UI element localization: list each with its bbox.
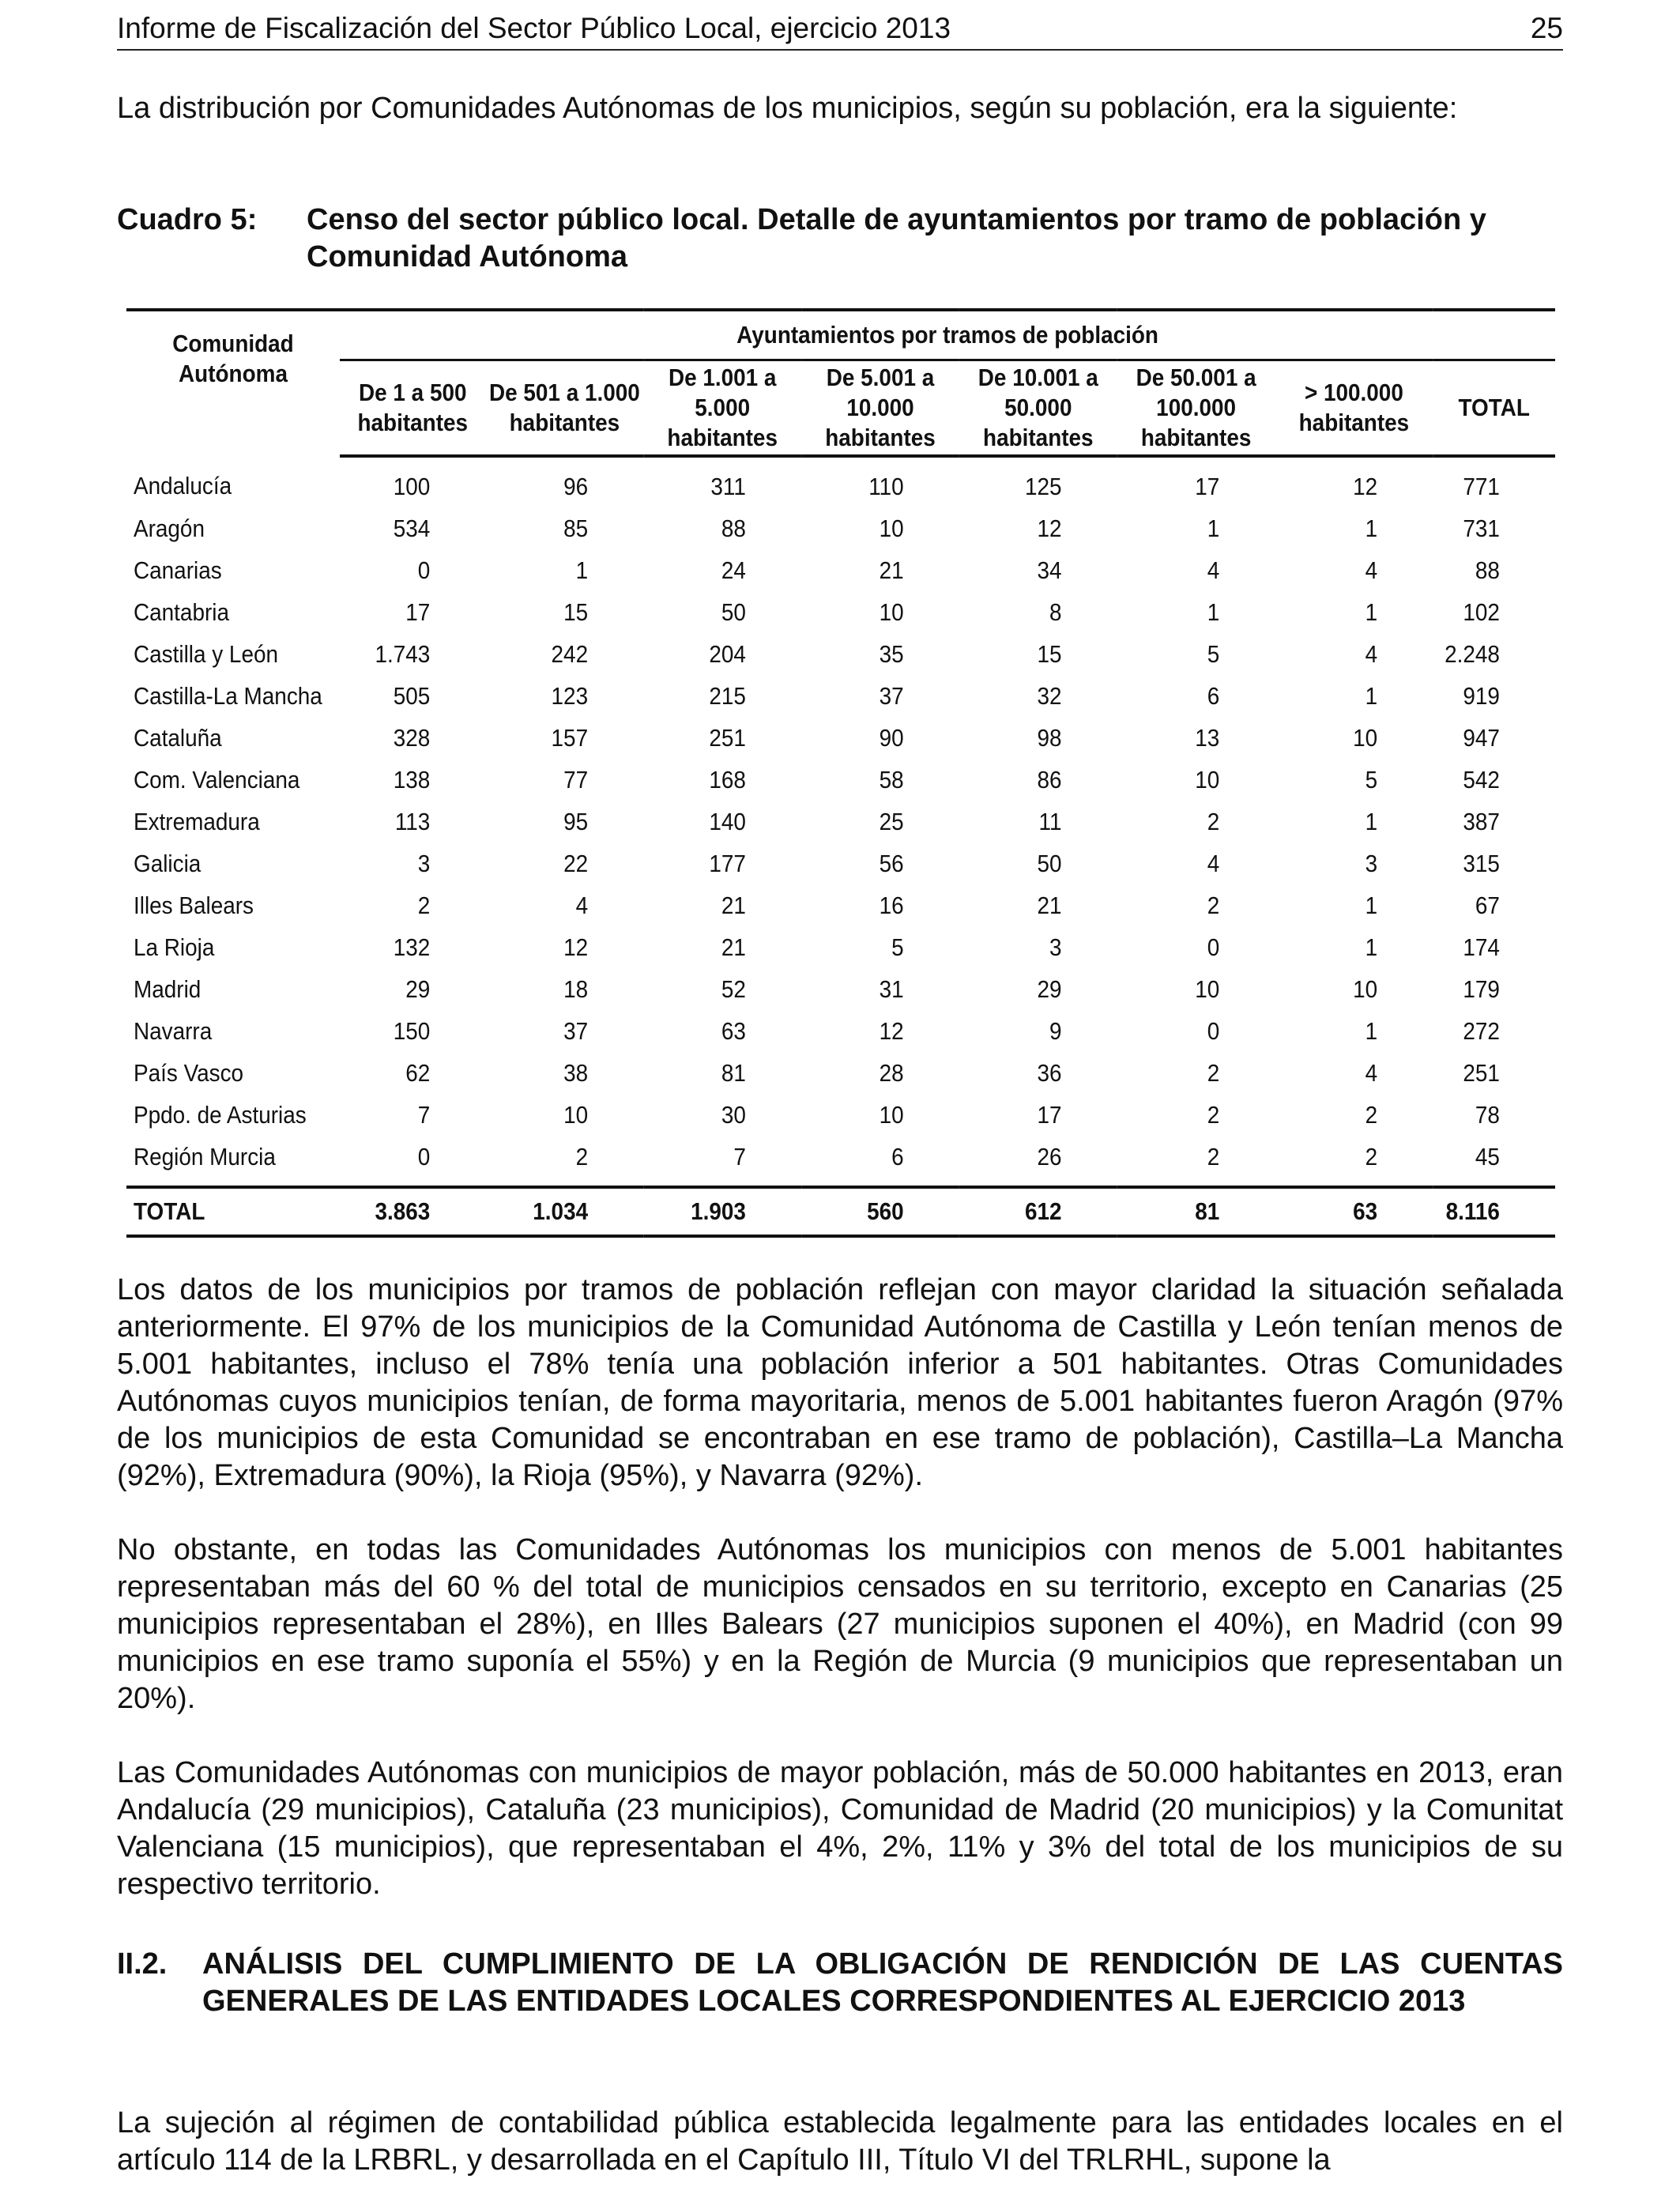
table-cell: 132 [393,933,431,961]
row-name: Ppdo. de Asturias [134,1101,307,1129]
group-header: Ayuntamientos por tramos de población [340,310,1555,360]
table-cell: 1 [575,556,589,584]
column-header: De 50.001 a 100.000 habitantes [1117,360,1275,457]
table-cell: 3 [1365,850,1378,877]
table-cell: 15 [563,598,589,626]
column-header: De 5.001 a 10.000 habitantes [801,360,959,457]
table-cell: 138 [393,766,431,794]
table-row [126,926,1555,968]
paragraph-2: No obstante, en todas las Comunidades Autónomas los municipios con menos de 5.001 habitantes representaban más del 60 % del total de municipios censados en su territorio, excepto en Canarias (25 municipios representaban el 28%), en Illes Balears (27 municipios suponen el 40%), en Madrid (con 99 municipios en ese tramo suponía el 55%) y en la Región de Murcia (9 municipios que representaban un 20%). [117,1533,1563,1715]
table-cell: 7 [733,1143,746,1171]
table-cell: 78 [1475,1101,1500,1129]
row-name: Galicia [134,850,202,877]
total-cell: 3.863 [340,1187,486,1236]
table-cell: 4 [575,892,589,919]
table-cell: 38 [563,1059,589,1087]
total-cell: 81 [1117,1187,1275,1236]
table-cell: 21 [721,933,746,961]
table-cell: 11 [1038,808,1062,835]
running-header [117,8,1563,51]
table-cell: 5 [1365,766,1378,794]
row-name: Canarias [134,556,222,584]
table-cell: 10 [1195,766,1220,794]
column-header: De 10.001 a 50.000 habitantes [959,360,1117,457]
table-cell: 5 [1207,640,1220,668]
table-cell: 58 [879,766,904,794]
table-cell: 102 [1463,598,1500,626]
table-row [126,1094,1555,1136]
table-cell: 96 [563,473,589,500]
table-cell: 3 [1049,933,1062,961]
row-name: Castilla y León [134,640,279,668]
table-cell: 31 [879,975,904,1003]
table-cell: 505 [393,682,431,710]
table-cell: 0 [1207,933,1220,961]
table-cell: 34 [1037,556,1062,584]
column-header-row [126,360,1555,457]
table-cell: 22 [563,850,589,877]
table-cell: 25 [879,808,904,835]
total-cell: 612 [959,1187,1117,1236]
table-cell: 2.248 [1445,640,1500,668]
total-label: TOTAL [126,1187,340,1236]
census-table [126,308,1555,1238]
table-cell: 1 [1365,1017,1378,1045]
table-cell: 0 [417,1143,431,1171]
table-cell: 4 [1365,1059,1378,1087]
section-number: II.2. [117,1947,168,1981]
row-name: Aragón [134,515,205,542]
table-cell: 26 [1037,1143,1062,1171]
table-cell: 123 [551,682,589,710]
table-cell: 3 [417,850,431,877]
table-cell: 10 [879,515,904,542]
table-cell: 17 [1037,1101,1062,1129]
table-cell: 67 [1475,892,1500,919]
table-cell: 12 [563,933,589,961]
table-row [126,843,1555,884]
table-cell: 36 [1037,1059,1062,1087]
table-cell: 1 [1207,515,1220,542]
row-name: La Rioja [134,933,215,961]
table-cell: 150 [393,1017,431,1045]
column-header: > 100.000 habitantes [1275,360,1433,457]
table-cell: 1 [1365,933,1378,961]
table-cell: 63 [721,1017,746,1045]
table-cell: 125 [1024,473,1062,500]
table-cell: 311 [710,473,746,500]
table-row [126,884,1555,926]
table-cell: 1 [1365,515,1378,542]
table-cell: 1 [1207,598,1220,626]
table-cell: 387 [1463,808,1500,835]
table-cell: 56 [879,850,904,877]
table-cell: 90 [879,724,904,752]
paragraph-3: Las Comunidades Autónomas con municipios de mayor población, más de 50.000 habitantes en 2013, eran Andalucía (29 municipios), Cataluña (23 municipios), Comunidad de Madrid (20 municipios) y la Comunitat Valenciana (15 municipios), que representaban el 4%, 2%, 11% y 3% del total de los municipios de su respectivo territorio. [117,1756,1563,1901]
table-cell: 15 [1037,640,1062,668]
table-cell: 13 [1195,724,1220,752]
table-cell: 4 [1207,556,1220,584]
column-header: De 1 a 500 habitantes [340,360,486,457]
table-cell: 95 [563,808,589,835]
table-cell: 4 [1365,556,1378,584]
table-cell: 9 [1049,1017,1062,1045]
table-row [126,675,1555,717]
table-cell: 1 [1365,892,1378,919]
row-header-cell [126,310,340,456]
table-cell: 10 [563,1101,589,1129]
table-cell: 113 [394,808,431,835]
table-row [126,633,1555,675]
table-row [126,549,1555,591]
table-cell: 86 [1037,766,1062,794]
table-cell: 6 [1207,682,1220,710]
table-row [126,1010,1555,1052]
table-cell: 98 [1037,724,1062,752]
table-cell: 16 [879,892,904,919]
table-cell: 2 [417,892,431,919]
table-cell: 140 [709,808,746,835]
table-cell: 4 [1365,640,1378,668]
row-name: País Vasco [134,1059,244,1087]
column-header: De 501 a 1.000 habitantes [486,360,644,457]
table-cell: 4 [1207,850,1220,877]
table-cell: 85 [563,515,589,542]
table-cell: 0 [417,556,431,584]
table-cell: 12 [1037,515,1062,542]
total-cell: 1.034 [486,1187,644,1236]
table-row [126,717,1555,759]
table-cell: 18 [563,975,589,1003]
table-cell: 29 [405,975,431,1003]
table-cell: 88 [721,515,746,542]
table-row [126,801,1555,843]
table-cell: 6 [891,1143,904,1171]
table-cell: 77 [563,766,589,794]
table-cell: 30 [721,1101,746,1129]
table-body [126,456,1555,1187]
table-cell: 7 [417,1101,431,1129]
table-cell: 947 [1463,724,1500,752]
table-cell: 45 [1475,1143,1500,1171]
table-cell: 168 [709,766,746,794]
table-cell: 88 [1475,556,1500,584]
table-row [126,968,1555,1010]
table-row [126,1052,1555,1094]
table-cell: 37 [879,682,904,710]
table-cell: 204 [709,640,746,668]
table-row [126,456,1555,507]
table-cell: 10 [1353,975,1378,1003]
table-cell: 17 [405,598,431,626]
row-name: Andalucía [134,472,232,499]
table-row [126,1136,1555,1187]
table-cell: 10 [1353,724,1378,752]
table-cell: 2 [1365,1101,1378,1129]
table-row [126,759,1555,801]
table-cell: 1 [1365,598,1378,626]
table-cell: 2 [1207,1143,1220,1171]
table-cell: 215 [709,682,746,710]
table-cell: 5 [891,933,904,961]
table-cell: 35 [879,640,904,668]
table-cell: 12 [1353,473,1378,500]
column-header-total: TOTAL [1433,360,1555,457]
row-name: Com. Valenciana [134,766,300,794]
table-cell: 177 [709,850,746,877]
table-cell: 0 [1207,1017,1220,1045]
table-cell: 17 [1195,473,1220,500]
table-cell: 52 [721,975,746,1003]
table-cell: 2 [1207,1059,1220,1087]
intro-paragraph: La distribución por Comunidades Autónomas de los municipios, según su población, era la siguiente: [117,92,1458,125]
table-cell: 100 [393,473,431,500]
table-cell: 242 [551,640,589,668]
table-cell: 542 [1463,766,1500,794]
table-cell: 10 [879,598,904,626]
total-cell: 8.116 [1433,1187,1555,1236]
row-name: Extremadura [134,808,260,835]
table-cell: 1 [1365,682,1378,710]
table-row [126,591,1555,633]
section-title: ANÁLISIS DEL CUMPLIMIENTO DE LA OBLIGACIÓN DE RENDICIÓN DE LAS CUENTAS GENERALES DE LAS ENTIDADES LOCALES CORRESPONDIENTES AL EJERCICIO 2013 [202,1947,1563,2018]
table-cell: 534 [393,515,431,542]
table-cell: 251 [1463,1059,1500,1087]
census-table-container [126,308,1555,1238]
table-cell: 21 [721,892,746,919]
table-cell: 29 [1037,975,1062,1003]
row-name: Región Murcia [134,1143,276,1171]
table-cell: 2 [575,1143,589,1171]
report-title: Informe de Fiscalización del Sector Público Local, ejercicio 2013 [117,12,951,44]
total-cell: 1.903 [643,1187,801,1236]
table-cell: 21 [1037,892,1062,919]
table-cell: 21 [879,556,904,584]
table-row [126,507,1555,549]
table-cell: 2 [1207,808,1220,835]
table-cell: 174 [1463,933,1500,961]
row-header-label: Comunidad Autónoma [172,329,294,387]
table-cell: 50 [721,598,746,626]
closing-paragraph: La sujeción al régimen de contabilidad pública establecida legalmente para las entidades locales en el artículo 114 de la LRBRL, y desarrollada en el Capítulo III, Título VI del TRLRHL, supone la [117,2106,1563,2177]
table-cell: 81 [721,1059,746,1087]
table-cell: 10 [879,1101,904,1129]
row-name: Madrid [134,975,202,1003]
table-cell: 62 [405,1059,431,1087]
caption-text: Censo del sector público local. Detalle de ayuntamientos por tramo de población y Comunidad Autónoma [307,203,1486,273]
total-cell: 560 [801,1187,959,1236]
row-name: Cataluña [134,724,222,752]
table-cell: 8 [1049,598,1062,626]
row-name: Illes Balears [134,892,254,919]
table-cell: 110 [868,473,904,500]
table-cell: 1 [1365,808,1378,835]
caption-label: Cuadro 5: [117,203,258,236]
table-cell: 731 [1463,515,1500,542]
table-cell: 251 [709,724,746,752]
total-row [126,1187,1555,1236]
table-cell: 50 [1037,850,1062,877]
table-cell: 12 [879,1017,904,1045]
row-name: Navarra [134,1017,213,1045]
table-cell: 328 [393,724,431,752]
table-cell: 2 [1365,1143,1378,1171]
table-cell: 315 [1463,850,1500,877]
table-cell: 37 [563,1017,589,1045]
table-cell: 2 [1207,1101,1220,1129]
table-cell: 32 [1037,682,1062,710]
table-cell: 771 [1463,473,1500,500]
row-name: Castilla-La Mancha [134,682,322,710]
column-header: De 1.001 a 5.000 habitantes [643,360,801,457]
table-cell: 2 [1207,892,1220,919]
table-cell: 919 [1463,682,1500,710]
table-cell: 179 [1463,975,1500,1003]
table-cell: 24 [721,556,746,584]
page-number: 25 [1530,12,1563,44]
row-name: Cantabria [134,598,229,626]
table-cell: 157 [551,724,589,752]
paragraph-1: Los datos de los municipios por tramos de población reflejan con mayor claridad la situación señalada anteriormente. El 97% de los municipios de la Comunidad Autónoma de Castilla y León tenían menos de 5.001 habitantes, incluso el 78% tenía una población inferior a 501 habitantes. Otras Comunidades Autónomas cuyos municipios tenían, de forma mayoritaria, menos de 5.001 habitantes fueron Aragón (97% de los municipios de esta Comunidad se encontraban en ese tramo de población), Castilla–La Mancha (92%), Extremadura (90%), la Rioja (95%), y Navarra (92%). [117,1273,1563,1492]
table-cell: 272 [1463,1017,1500,1045]
table-cell: 28 [879,1059,904,1087]
table-cell: 10 [1195,975,1220,1003]
table-cell: 1.743 [375,640,431,668]
total-cell: 63 [1275,1187,1433,1236]
